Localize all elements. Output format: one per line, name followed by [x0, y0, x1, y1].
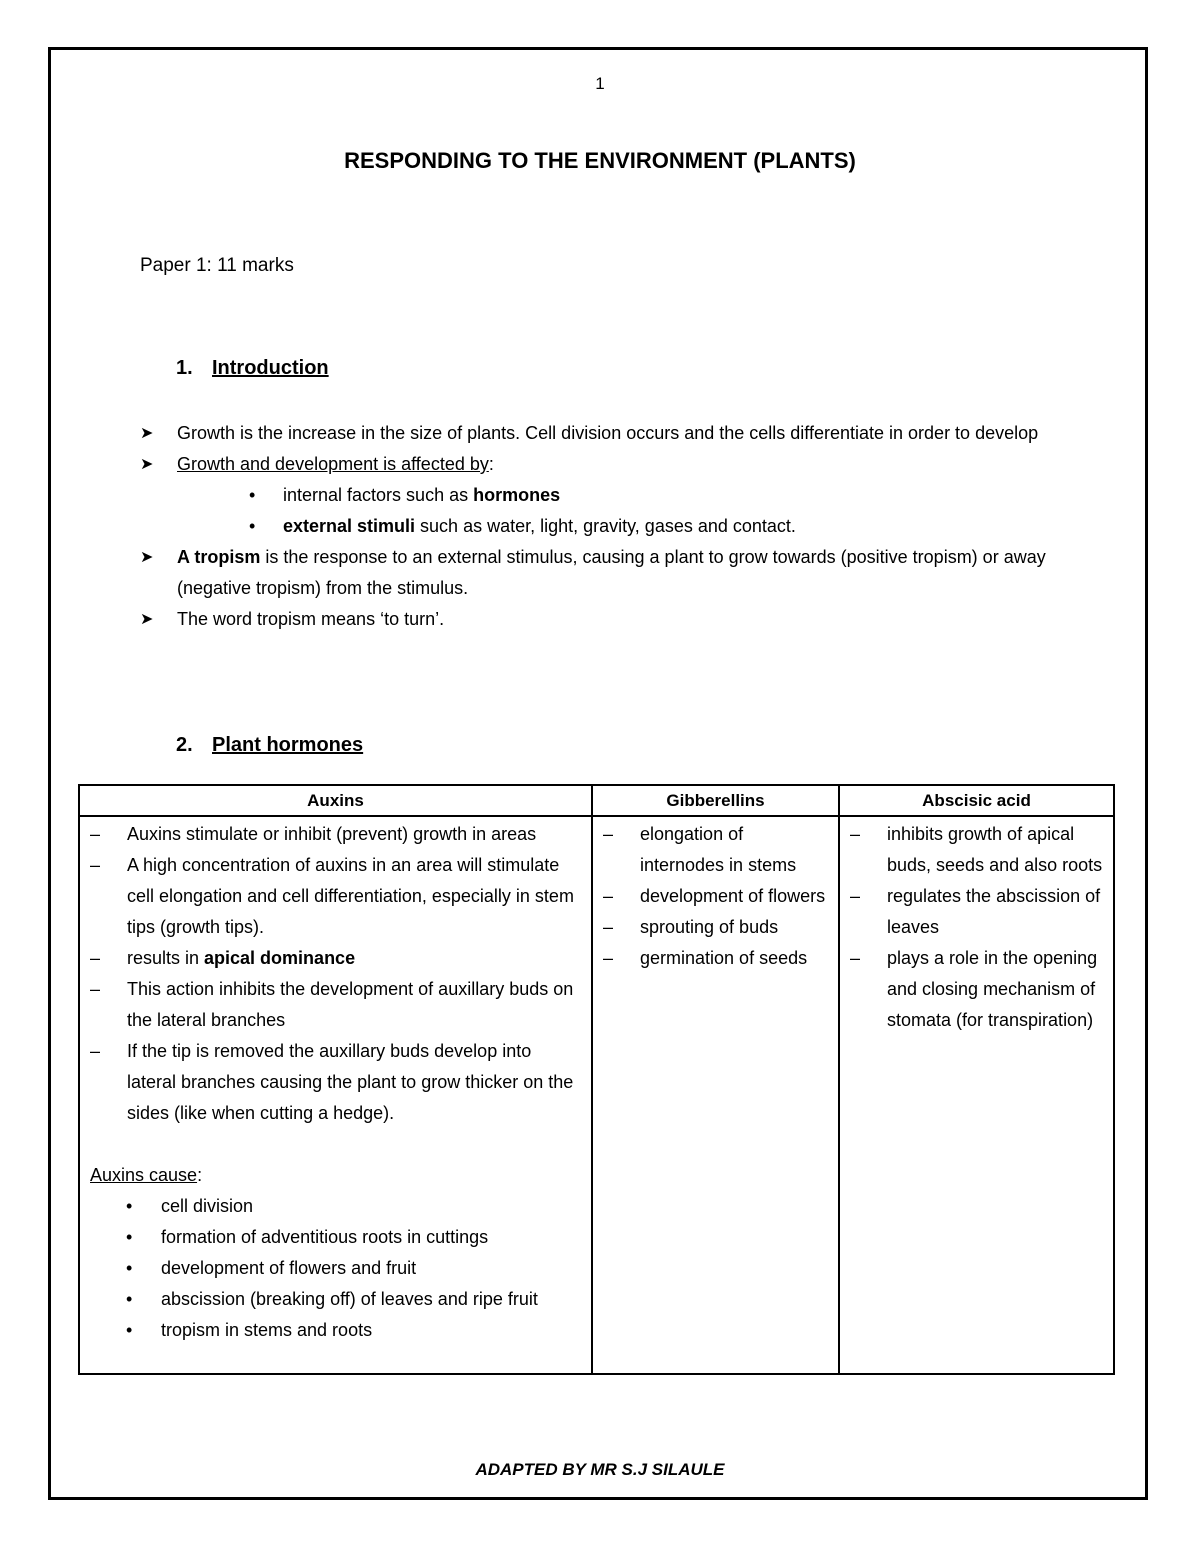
gibberellin-effect: elongation of internodes in stems — [640, 824, 797, 875]
auxin-fact: If the tip is removed the auxillary buds develop into lateral branches causing the plant to grow thicker on the sides (like when cutting a hedge). — [127, 1041, 574, 1123]
section-title: Introduction — [212, 357, 329, 379]
external-stimuli-text: such as water, light, gravity, gases and contact. — [415, 516, 796, 536]
colon: : — [197, 1165, 203, 1185]
list-item — [140, 542, 1070, 604]
list-item — [850, 819, 1105, 881]
dot-bullet-icon: • — [249, 516, 256, 536]
section-number: 2. — [176, 734, 193, 756]
arrow-bullet-icon: ➤ — [140, 611, 154, 628]
header-auxins: Auxins — [79, 785, 592, 816]
dash-bullet-icon: – — [90, 979, 101, 999]
list-item — [90, 974, 583, 1036]
apical-dominance-term: apical dominance — [204, 948, 356, 968]
auxin-fact: Auxins stimulate or inhibit (prevent) growth in areas — [127, 824, 537, 844]
dash-bullet-icon: – — [603, 886, 614, 906]
gibberellin-effect: germination of seeds — [640, 948, 808, 968]
table-header-row — [79, 785, 1114, 816]
cause-text: development of flowers and fruit — [161, 1258, 417, 1278]
page-number: 1 — [595, 74, 605, 93]
arrow-bullet-icon: ➤ — [140, 425, 154, 442]
auxin-fact: This action inhibits the development of auxillary buds on the lateral branches — [127, 979, 574, 1030]
list-item — [126, 1315, 583, 1346]
dash-bullet-icon: – — [90, 824, 101, 844]
tropism-term: A tropism — [177, 547, 261, 567]
cause-text: tropism in stems and roots — [161, 1320, 373, 1340]
dash-bullet-icon: – — [603, 948, 614, 968]
abscisic-effect: regulates the abscission of leaves — [887, 886, 1101, 937]
hormones-term: hormones — [473, 485, 561, 505]
cause-text: formation of adventitious roots in cuttings — [161, 1227, 489, 1247]
cause-text: cell division — [161, 1196, 254, 1216]
gibberellin-effect: development of flowers — [640, 886, 826, 906]
dash-bullet-icon: – — [90, 1041, 101, 1061]
internal-factors-text: internal factors such as — [283, 485, 474, 505]
dot-bullet-icon: • — [126, 1196, 133, 1216]
list-item — [140, 604, 1070, 635]
introduction-list — [140, 418, 1070, 635]
auxin-fact: results in — [127, 948, 205, 968]
header-gibberellins: Gibberellins — [592, 785, 839, 816]
plant-hormones-table — [78, 784, 1115, 1375]
list-item — [249, 511, 1070, 542]
section-heading-plant-hormones — [176, 734, 363, 757]
dash-bullet-icon: – — [850, 948, 861, 968]
dash-bullet-icon: – — [603, 917, 614, 937]
list-item — [126, 1191, 583, 1222]
affected-by-label: Growth and development is affected by — [177, 454, 489, 474]
table-row — [79, 816, 1114, 1374]
list-item — [249, 480, 1070, 511]
list-item — [603, 881, 830, 912]
footer-credit: ADAPTED BY MR S.J SILAULE — [475, 1460, 725, 1479]
list-item — [850, 881, 1105, 943]
abscisic-effect: plays a role in the opening and closing mechanism of stomata (for transpiration) — [887, 948, 1098, 1030]
list-item — [90, 850, 583, 943]
auxin-fact: A high concentration of auxins in an area will stimulate cell elongation and cell differentiation, especially in stem tips (growth tips). — [127, 855, 574, 937]
factor-list — [140, 480, 1070, 542]
gibberellins-cell — [592, 816, 839, 1374]
header-abscisic-acid: Abscisic acid — [839, 785, 1114, 816]
arrow-bullet-icon: ➤ — [140, 549, 154, 566]
auxins-cause-list — [90, 1191, 583, 1346]
dot-bullet-icon: • — [126, 1289, 133, 1309]
tropism-word-meaning: The word tropism means ‘to turn’. — [177, 609, 445, 629]
tropism-definition: is the response to an external stimulus, causing a plant to grow towards (positive tropism) or away (negative tropism) from the stimulus. — [177, 547, 1046, 598]
auxins-cause-label: Auxins cause — [90, 1165, 198, 1185]
abscisic-acid-cell — [839, 816, 1114, 1374]
arrow-bullet-icon: ➤ — [140, 456, 154, 473]
dash-bullet-icon: – — [90, 948, 101, 968]
dash-bullet-icon: – — [850, 824, 861, 844]
list-item — [850, 943, 1105, 1036]
list-item — [126, 1253, 583, 1284]
dot-bullet-icon: • — [249, 485, 256, 505]
list-item — [140, 449, 1070, 480]
section-heading-introduction — [176, 357, 329, 380]
list-item — [603, 912, 830, 943]
list-item — [126, 1284, 583, 1315]
external-stimuli-term: external stimuli — [283, 516, 416, 536]
auxins-cell — [79, 816, 592, 1374]
gibberellin-effect: sprouting of buds — [640, 917, 779, 937]
dot-bullet-icon: • — [126, 1320, 133, 1340]
abscisic-effect: inhibits growth of apical buds, seeds and also roots — [887, 824, 1103, 875]
growth-definition: Growth is the increase in the size of plants. Cell division occurs and the cells differentiate in order to develop — [177, 423, 1039, 443]
list-item — [90, 1036, 583, 1129]
dot-bullet-icon: • — [126, 1227, 133, 1247]
auxins-cause-heading — [90, 1160, 583, 1191]
dash-bullet-icon: – — [850, 886, 861, 906]
list-item — [90, 819, 583, 850]
colon: : — [488, 454, 494, 474]
dash-bullet-icon: – — [603, 824, 614, 844]
paper-marks: Paper 1: 11 marks — [140, 255, 294, 276]
list-item — [603, 943, 830, 974]
list-item — [90, 943, 583, 974]
section-title: Plant hormones — [212, 734, 364, 756]
cause-text: abscission (breaking off) of leaves and ripe fruit — [161, 1289, 538, 1309]
list-item — [126, 1222, 583, 1253]
section-number: 1. — [176, 357, 193, 379]
dot-bullet-icon: • — [126, 1258, 133, 1278]
list-item — [140, 418, 1070, 449]
dash-bullet-icon: – — [90, 855, 101, 875]
list-item — [603, 819, 830, 881]
document-title: RESPONDING TO THE ENVIRONMENT (PLANTS) — [344, 148, 856, 173]
